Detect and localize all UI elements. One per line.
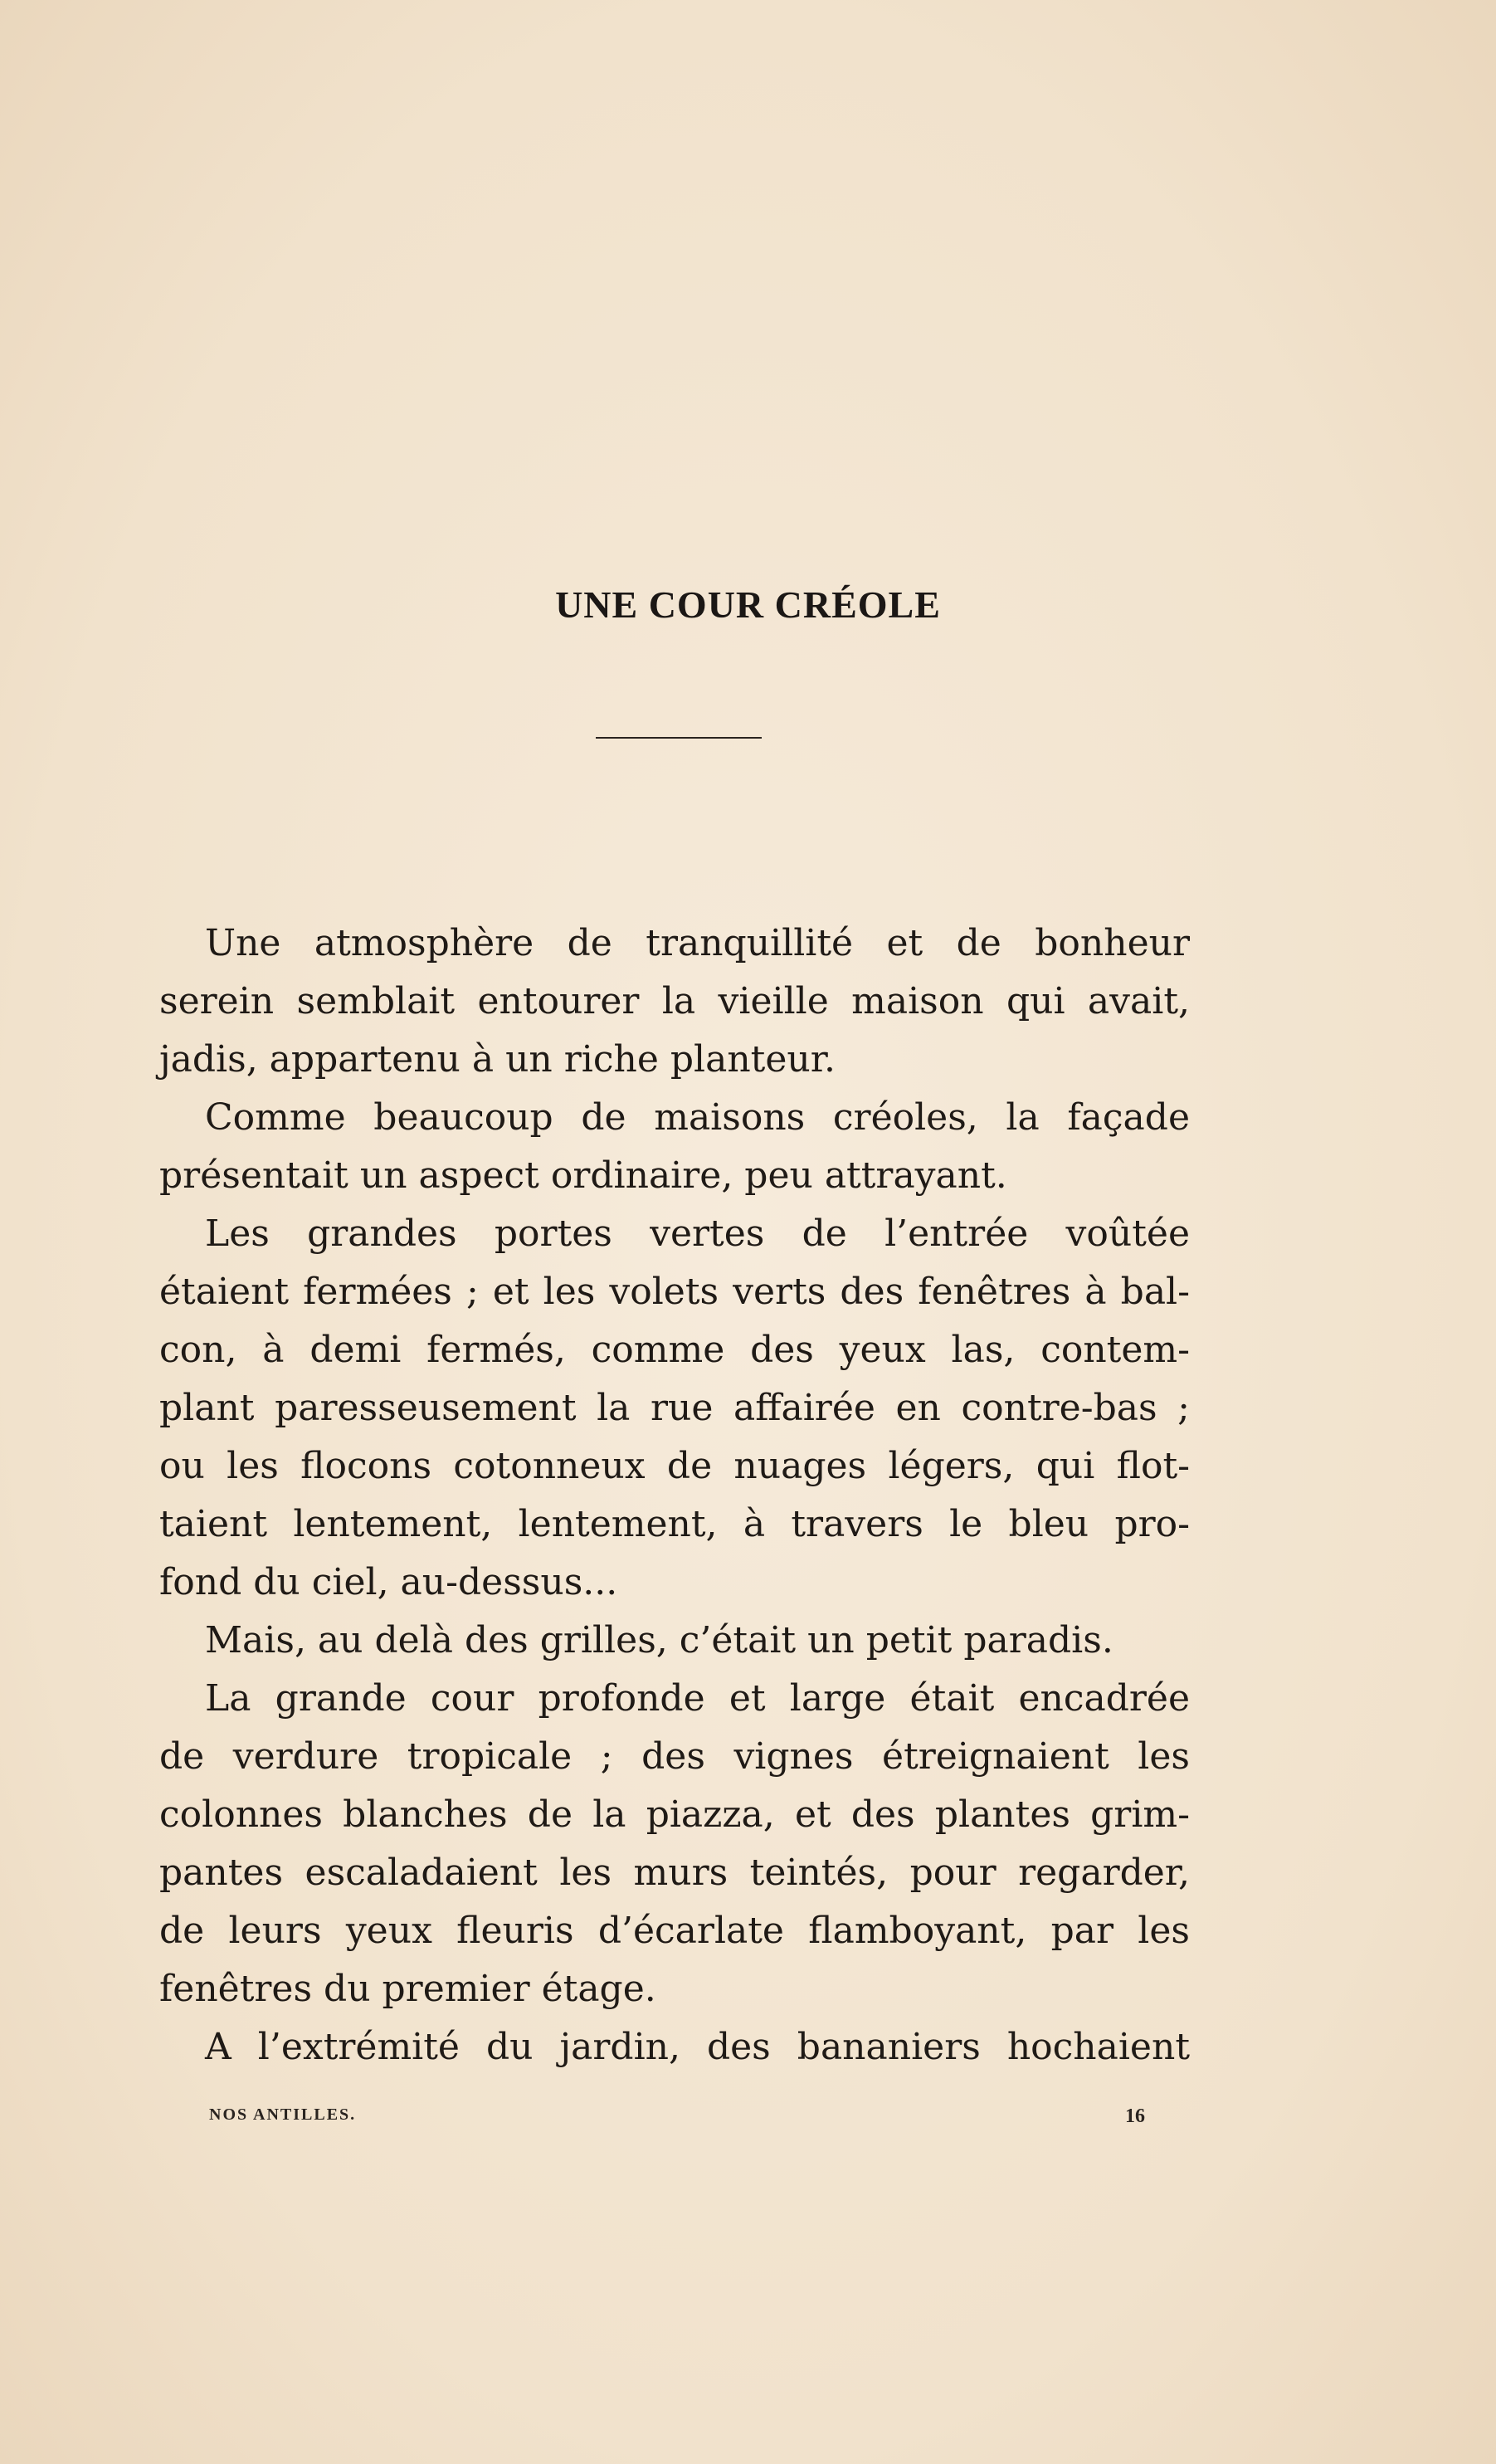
text-line: ou les flocons cotonneux de nuages légers, qui flot- [159, 1445, 1190, 1487]
page-footer [209, 2105, 1145, 2128]
text-line: serein semblait entourer la vieille maison qui avait, [159, 980, 1190, 1022]
page-number: 16 [1125, 2105, 1145, 2127]
text-line: Mais, au delà des grilles, c’était un petit paradis. [205, 1619, 1113, 1661]
text-line: colonnes blanches de la piazza, et des plantes grim- [159, 1793, 1190, 1836]
chapter-title: UNE COUR CRÉOLE [555, 583, 941, 626]
text-line: de verdure tropicale ; des vignes étreignaient les [159, 1735, 1190, 1778]
text-line: de leurs yeux fleuris d’écarlate flamboyant, par les [159, 1910, 1190, 1952]
text-line: étaient fermées ; et les volets verts des fenêtres à bal- [159, 1271, 1190, 1313]
text-line: Comme beaucoup de maisons créoles, la façade [205, 1096, 1190, 1139]
text-line: pantes escaladaient les murs teintés, pour regarder, [159, 1852, 1190, 1894]
text-line: présentait un aspect ordinaire, peu attrayant. [159, 1154, 1007, 1197]
text-line: Une atmosphère de tranquillité et de bonheur [205, 922, 1190, 964]
text-line: fenêtres du premier étage. [159, 1968, 656, 2010]
text-line: taient lentement, lentement, à travers le bleu pro- [159, 1503, 1190, 1545]
text-line: jadis, appartenu à un riche planteur. [159, 1038, 836, 1081]
text-line: fond du ciel, au-dessus... [159, 1561, 618, 1603]
text-line: Les grandes portes vertes de l’entrée voûtée [205, 1212, 1190, 1255]
book-signature: NOS ANTILLES. [209, 2105, 357, 2124]
body-text [159, 915, 1190, 2076]
title-rule [596, 737, 762, 739]
text-line: A l’extrémité du jardin, des bananiers hochaient [205, 2026, 1190, 2068]
text-line: La grande cour profonde et large était encadrée [205, 1677, 1190, 1720]
text-line: plant paresseusement la rue affairée en contre-bas ; [159, 1387, 1190, 1429]
text-line: con, à demi fermés, comme des yeux las, contem- [159, 1329, 1190, 1371]
